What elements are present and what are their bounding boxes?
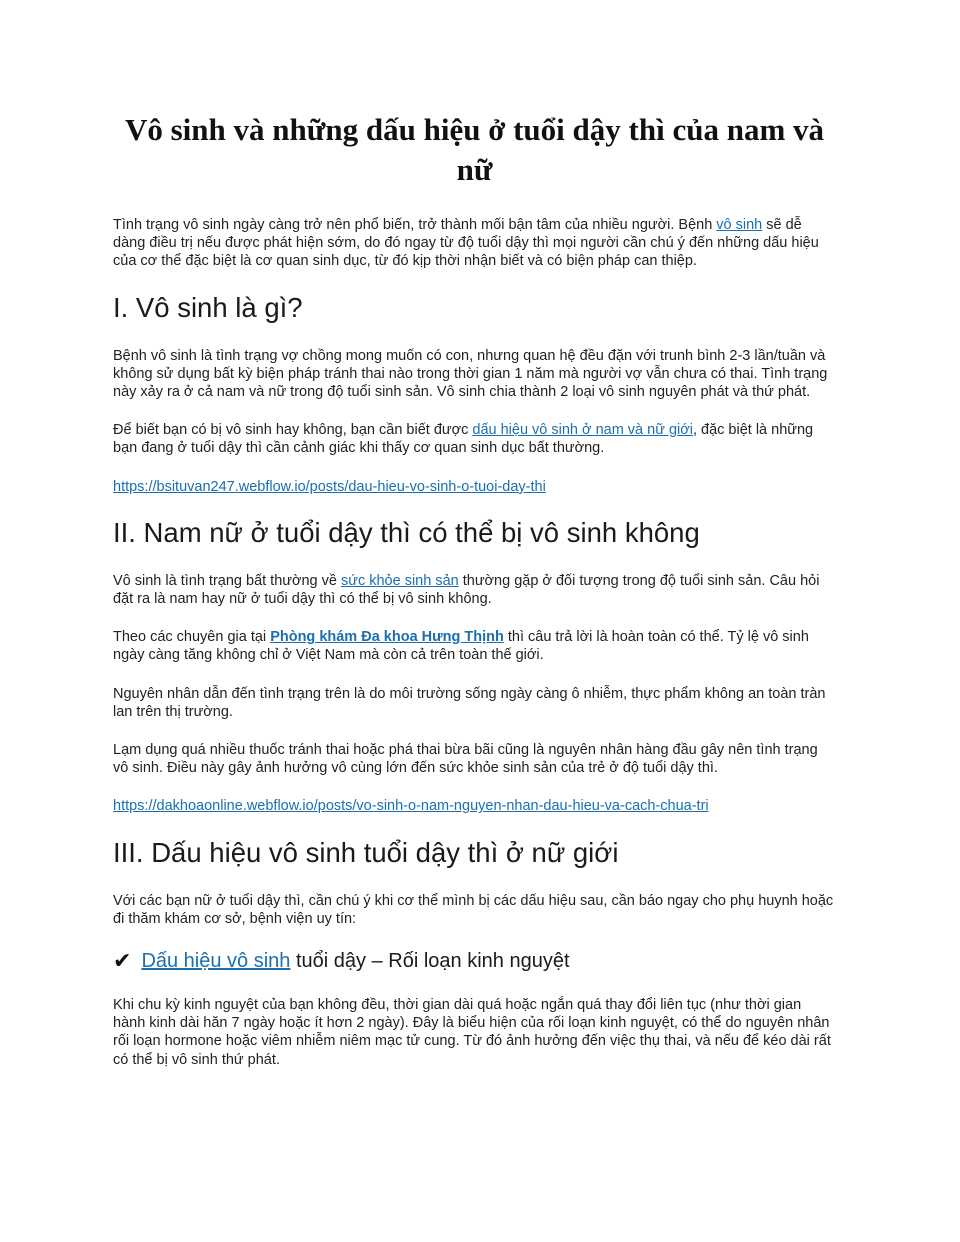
- suc-khoe-sinh-san-link[interactable]: sức khỏe sinh sản: [341, 572, 459, 589]
- page-title: Vô sinh và những dấu hiệu ở tuổi dậy thì của nam và nữ: [124, 112, 825, 187]
- section-2-p1-before: Vô sinh là tình trạng bất thường về: [113, 572, 341, 589]
- vo-sinh-link[interactable]: vô sinh: [716, 217, 763, 233]
- section-1-paragraph-2: [113, 421, 836, 457]
- section-3-paragraph-1: Với các bạn nữ ở tuổi dậy thì, cần chú ý khi cơ thể mình bị các dấu hiệu sau, cần báo ngay cho phụ huynh hoặc đi thăm khám cơ sở, bệnh viện uy tín:: [113, 892, 834, 927]
- dau-hieu-vo-sinh-sub-link[interactable]: Dấu hiệu vô sinh: [141, 950, 291, 973]
- section-3-subheading: [113, 948, 836, 974]
- dau-hieu-vo-sinh-link[interactable]: dấu hiệu vô sinh ở nam và nữ giới: [472, 422, 693, 439]
- section-2-p2-after: thì câu trả lời là hoàn toàn có thể. Tỷ lệ vô sinh ngày càng tăng không chỉ ở Việt Nam mà còn cả trên toàn thế giới.: [113, 629, 809, 664]
- section-2-paragraph-4: Lạm dụng quá nhiều thuốc tránh thai hoặc phá thai bừa bãi cũng là nguyên nhân hàng đầu gây nên tình trạng vô sinh. Điều này gây ảnh hưởng vô cùng lớn đến sức khỏe sinh sản của trẻ ở độ tuổi dậy thì.: [113, 742, 818, 777]
- dakhoaonline-url-link[interactable]: https://dakhoaonline.webflow.io/posts/vo-sinh-o-nam-nguyen-nhan-dau-hieu-va-cach-chua-tri: [113, 798, 709, 815]
- phong-kham-link[interactable]: Phòng khám Đa khoa Hưng Thịnh: [270, 629, 504, 646]
- intro-paragraph: [113, 216, 836, 271]
- section-1-heading: I. Vô sinh là gì?: [113, 291, 303, 323]
- section-2-p1-after: thường gặp ở đối tượng trong độ tuổi sinh sản. Câu hỏi đặt ra là nam hay nữ ở tuổi dậy thì có thể bị vô sinh không.: [113, 572, 820, 608]
- section-2-url-paragraph: [113, 797, 836, 815]
- section-2-paragraph-2: [113, 628, 836, 664]
- section-3-heading: III. Dấu hiệu vô sinh tuổi dậy thì ở nữ giới: [113, 836, 619, 868]
- section-1-p2-after: , đặc biệt là những bạn đang ở tuổi dậy thì cần cảnh giác khi thấy cơ quan sinh dục bất thường.: [113, 422, 814, 457]
- subheading-text: [141, 948, 569, 974]
- checkmark-icon: ✔: [113, 948, 132, 974]
- section-2-paragraph-1: [113, 572, 836, 608]
- section-1-url-paragraph: [113, 478, 836, 496]
- bsituvan-url-link[interactable]: https://bsituvan247.webflow.io/posts/dau-hieu-vo-sinh-o-tuoi-day-thi: [113, 478, 546, 495]
- subheading-rest: tuổi dậy – Rối loạn kinh nguyệt: [290, 950, 570, 973]
- section-2-heading: II. Nam nữ ở tuổi dậy thì có thể bị vô sinh không: [113, 516, 700, 548]
- intro-text-before: Tình trạng vô sinh ngày càng trở nên phổ biến, trở thành mối bận tâm của nhiều người. Bệnh: [113, 217, 717, 233]
- intro-text-after: sẽ dễ dàng điều trị nếu được phát hiện sớm, do đó ngay từ độ tuổi dậy thì mọi người cần chú ý đến những dấu hiệu của cơ thể đặc biệt là cơ quan sinh dục, từ đó kịp thời nhận biết và có biện pháp can thiệp.: [113, 217, 819, 270]
- section-3-paragraph-2: Khi chu kỳ kinh nguyệt của bạn không đều, thời gian dài quá hoặc ngắn quá thay đổi liên tục (như thời gian hành kinh dài hăn 7 ngày hoặc ít hơn 2 ngày). Đây là biểu hiện của rối loạn kinh nguyệt, có thể do nguyên nhân rối loạn hormone hoặc viêm nhiễm niêm mạc tử cung. Từ đó ảnh hưởng đến việc thụ thai, và nếu để kéo dài rất có thể bị vô sinh thứ phát.: [113, 997, 831, 1068]
- section-1-p2-before: Để biết bạn có bị vô sinh hay không, bạn cần biết được: [113, 422, 473, 439]
- section-2-p2-before: Theo các chuyên gia tại: [113, 629, 271, 646]
- section-2-paragraph-3: Nguyên nhân dẫn đến tình trạng trên là do môi trường sống ngày càng ô nhiễm, thực phẩm không an toàn tràn lan trên thị trường.: [113, 685, 826, 720]
- section-1-paragraph-1: Bệnh vô sinh là tình trạng vợ chồng mong muốn có con, nhưng quan hệ đều đặn với trunh bình 2-3 lần/tuần và không sử dụng bất kỳ biện pháp tránh thai nào trong thời gian 1 năm mà người vợ vẫn chưa có thai. Tình trạng này xảy ra ở cả nam và nữ trong độ tuổi sinh sản. Vô sinh chia thành 2 loại vô sinh nguyên phát và thứ phát.: [113, 347, 828, 401]
